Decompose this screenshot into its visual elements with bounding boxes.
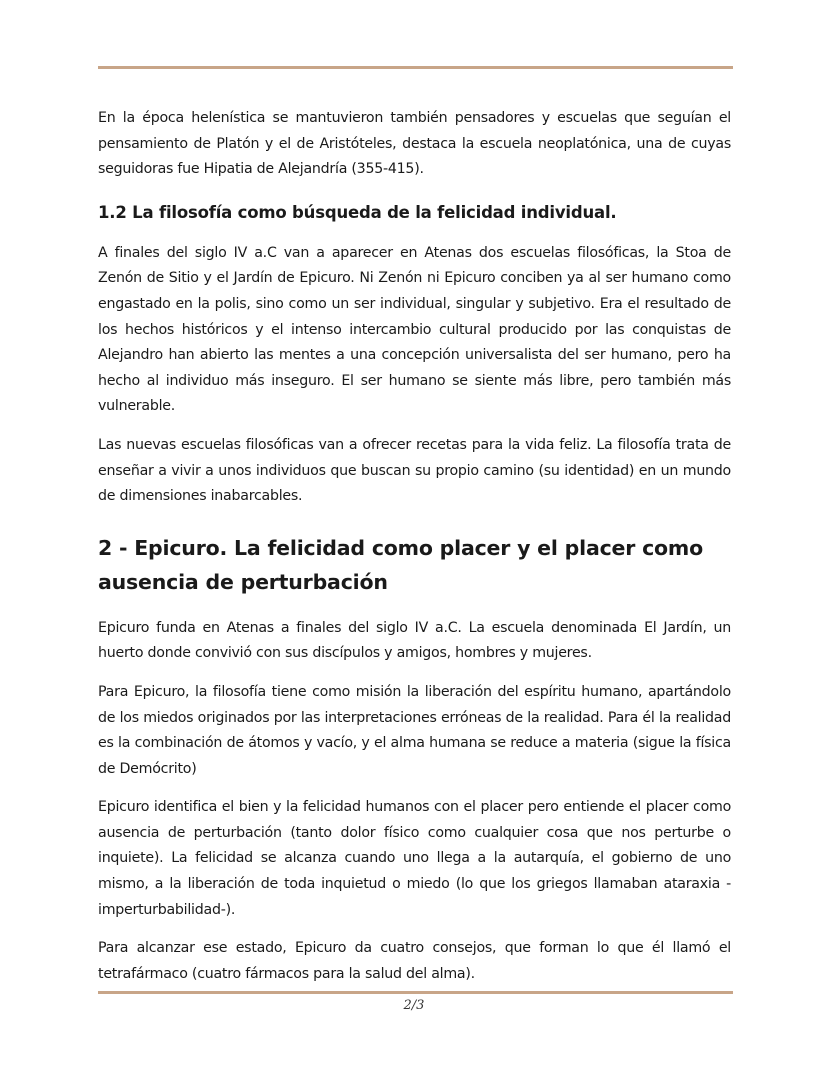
page-number: 2/3 <box>403 998 425 1013</box>
section-paragraph-4: Para alcanzar ese estado, Epicuro da cuatro consejos, que forman lo que él llamó el tetrafármaco (cuatro fármacos para la salud del alma). <box>98 940 731 982</box>
intro-paragraph: En la época helenística se mantuvieron también pensadores y escuelas que seguían el pensamiento de Platón y el de Aristóteles, destaca la escuela neoplatónica, una de cuyas seguidoras fue Hipatia de Alejandría (355-415). <box>98 110 731 178</box>
subsection-paragraph-2: Las nuevas escuelas filosóficas van a ofrecer recetas para la vida feliz. La filosofía trata de enseñar a vivir a unos individuos que buscan su propio camino (su identidad) en un mundo de dimensiones inabarcables. <box>98 436 731 505</box>
section-paragraph-2: Para Epicuro, la filosofía tiene como misión la liberación del espíritu humano, apartándolo de los miedos originados por las interpretaciones erróneas de la realidad. Para él la realidad es la combinación de átomos y vacío, y el alma humana se reduce a materia (sigue la física de Demócrito) <box>98 683 731 777</box>
document-body <box>98 106 731 1000</box>
section-heading: 2 - Epicuro. La felicidad como placer y el placer como ausencia de perturbación <box>98 535 703 594</box>
header-rule <box>98 66 733 69</box>
subsection-heading: 1.2 La filosofía como búsqueda de la felicidad individual. <box>98 202 617 222</box>
section-paragraph-1: Epicuro funda en Atenas a finales del siglo IV a.C. La escuela denominada El Jardín, un huerto donde convivió con sus discípulos y amigos, hombres y mujeres. <box>98 619 731 662</box>
footer-rule <box>98 991 733 994</box>
subsection-paragraph-1: A finales del siglo IV a.C van a aparecer en Atenas dos escuelas filosóficas, la Stoa de Zenón de Sitio y el Jardín de Epicuro. Ni Zenón ni Epicuro conciben ya al ser humano como engastado en la polis, sino como un ser individual, singular y subjetivo. Era el resultado de los hechos históricos y el intenso intercambio cultural producido por las conquistas de Alejandro han abierto las mentes a una concepción universalista del ser humano, pero ha hecho al individuo más inseguro. El ser humano se siente más libre, pero también más vulnerable. <box>98 244 731 415</box>
section-paragraph-3: Epicuro identifica el bien y la felicidad humanos con el placer pero entiende el placer como ausencia de perturbación (tanto dolor físico como cualquier cosa que nos perturbe o inquiete). La felicidad se alcanza cuando uno llega a la autarquía, el gobierno de uno mismo, a la liberación de toda inquietud o miedo (lo que los griegos llamaban ataraxia -imperturbabilidad-). <box>98 799 731 918</box>
